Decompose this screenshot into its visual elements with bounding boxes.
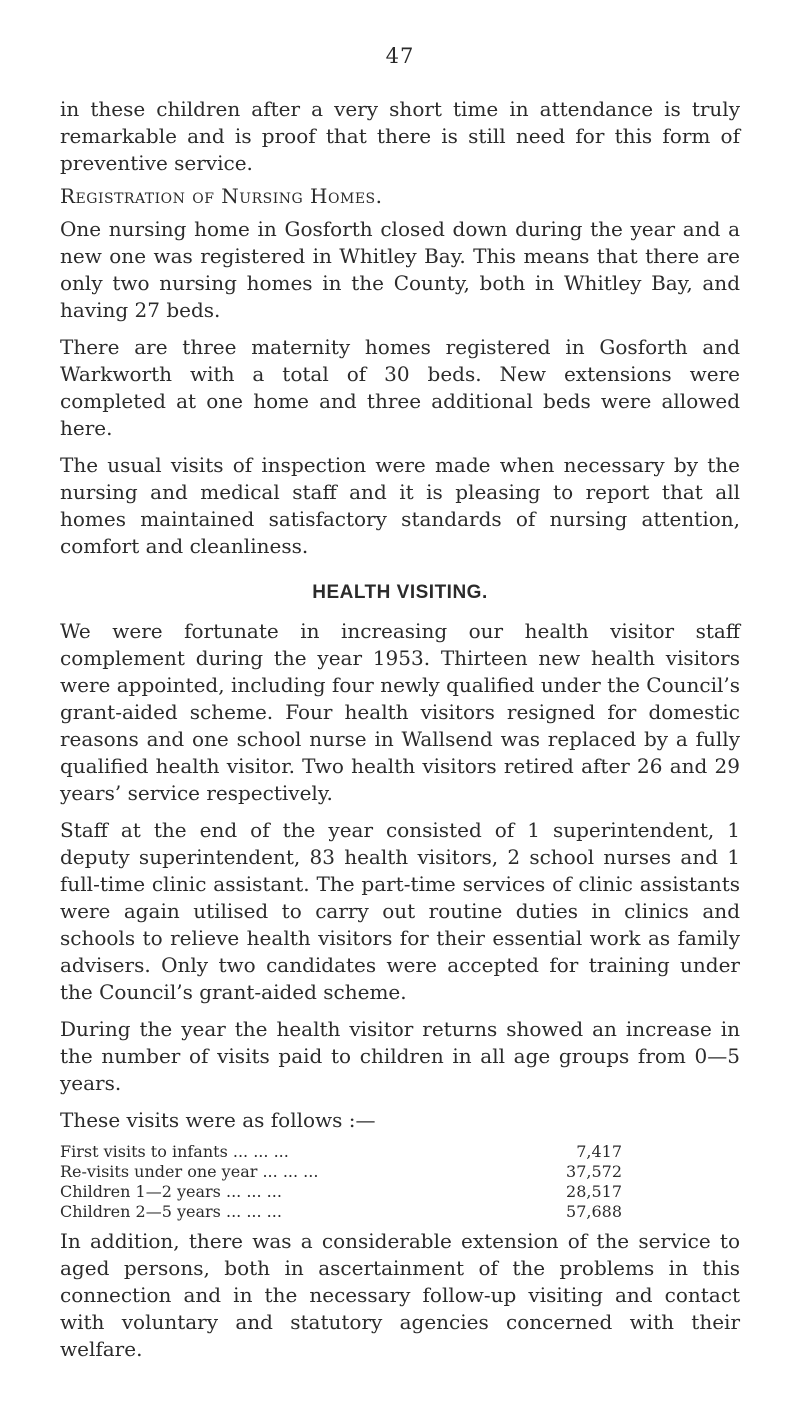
visits-row-label: Children 1—2 years ... ... ... bbox=[60, 1182, 282, 1201]
visits-row-label: First visits to infants ... ... ... bbox=[60, 1142, 289, 1161]
table-row bbox=[60, 1182, 622, 1202]
health-visiting-paragraph-5: In addition, there was a considerable extension of the service to aged persons, both in ascertainment of the problems in this connection and in the necessary follow-up visiting and contact with voluntary and statutory agencies concerned with their welfare. bbox=[60, 1229, 740, 1361]
registration-paragraph-3: The usual visits of inspection were made when necessary by the nursing and medical staff and it is pleasing to report that all homes maintained satisfactory standards of nursing attention, comfort and cleanliness. bbox=[60, 453, 740, 558]
registration-heading: Registration of Nursing Homes. bbox=[60, 184, 383, 208]
table-row bbox=[60, 1162, 622, 1182]
document-page bbox=[60, 44, 740, 1363]
visits-row-label: Re-visits under one year ... ... ... bbox=[60, 1162, 319, 1181]
visits-row-value: 7,417 bbox=[576, 1142, 622, 1161]
table-row bbox=[60, 1202, 622, 1222]
health-visiting-paragraph-2: Staff at the end of the year consisted of 1 superintendent, 1 deputy superintendent, 83 health visitors, 2 school nurses and 1 full-time clinic assistant. The part-time services of clinic assistants were again utilised to carry out routine duties in clinics and schools to relieve health visitors for their essential work as family advisers. Only two candidates were accepted for training under the Council’s grant-aided scheme. bbox=[60, 818, 740, 1004]
health-visiting-paragraph-4: These visits were as follows :— bbox=[60, 1108, 376, 1132]
intro-continuation-paragraph: in these children after a very short time in attendance is truly remarkable and is proof that there is still need for this form of preventive service. bbox=[60, 97, 740, 175]
visits-row-value: 28,517 bbox=[566, 1182, 622, 1201]
health-visiting-heading: HEALTH VISITING. bbox=[312, 582, 488, 603]
page-number: 47 bbox=[385, 44, 415, 68]
table-row bbox=[60, 1142, 622, 1162]
health-visiting-paragraph-3: During the year the health visitor returns showed an increase in the number of visits paid to children in all age groups from 0—5 years. bbox=[60, 1017, 740, 1095]
registration-paragraph-1: One nursing home in Gosforth closed down during the year and a new one was registered in Whitley Bay. This means that there are only two nursing homes in the County, both in Whitley Bay, and having 27 beds. bbox=[60, 217, 740, 322]
health-visiting-paragraph-1: We were fortunate in increasing our health visitor staff complement during the year 1953. Thirteen new health visitors were appointed, including four newly qualified under the Council’s grant-aided scheme. Four health visitors resigned for domestic reasons and one school nurse in Wallsend was replaced by a fully qualified health visitor. Two health visitors retired after 26 and 29 years’ service respectively. bbox=[60, 619, 740, 805]
visits-table bbox=[60, 1142, 622, 1222]
visits-row-label: Children 2—5 years ... ... ... bbox=[60, 1202, 282, 1221]
registration-paragraph-2: There are three maternity homes registered in Gosforth and Warkworth with a total of 30 beds. New extensions were completed at one home and three additional beds were allowed here. bbox=[60, 335, 740, 440]
visits-row-value: 37,572 bbox=[566, 1162, 622, 1181]
visits-row-value: 57,688 bbox=[566, 1202, 622, 1221]
